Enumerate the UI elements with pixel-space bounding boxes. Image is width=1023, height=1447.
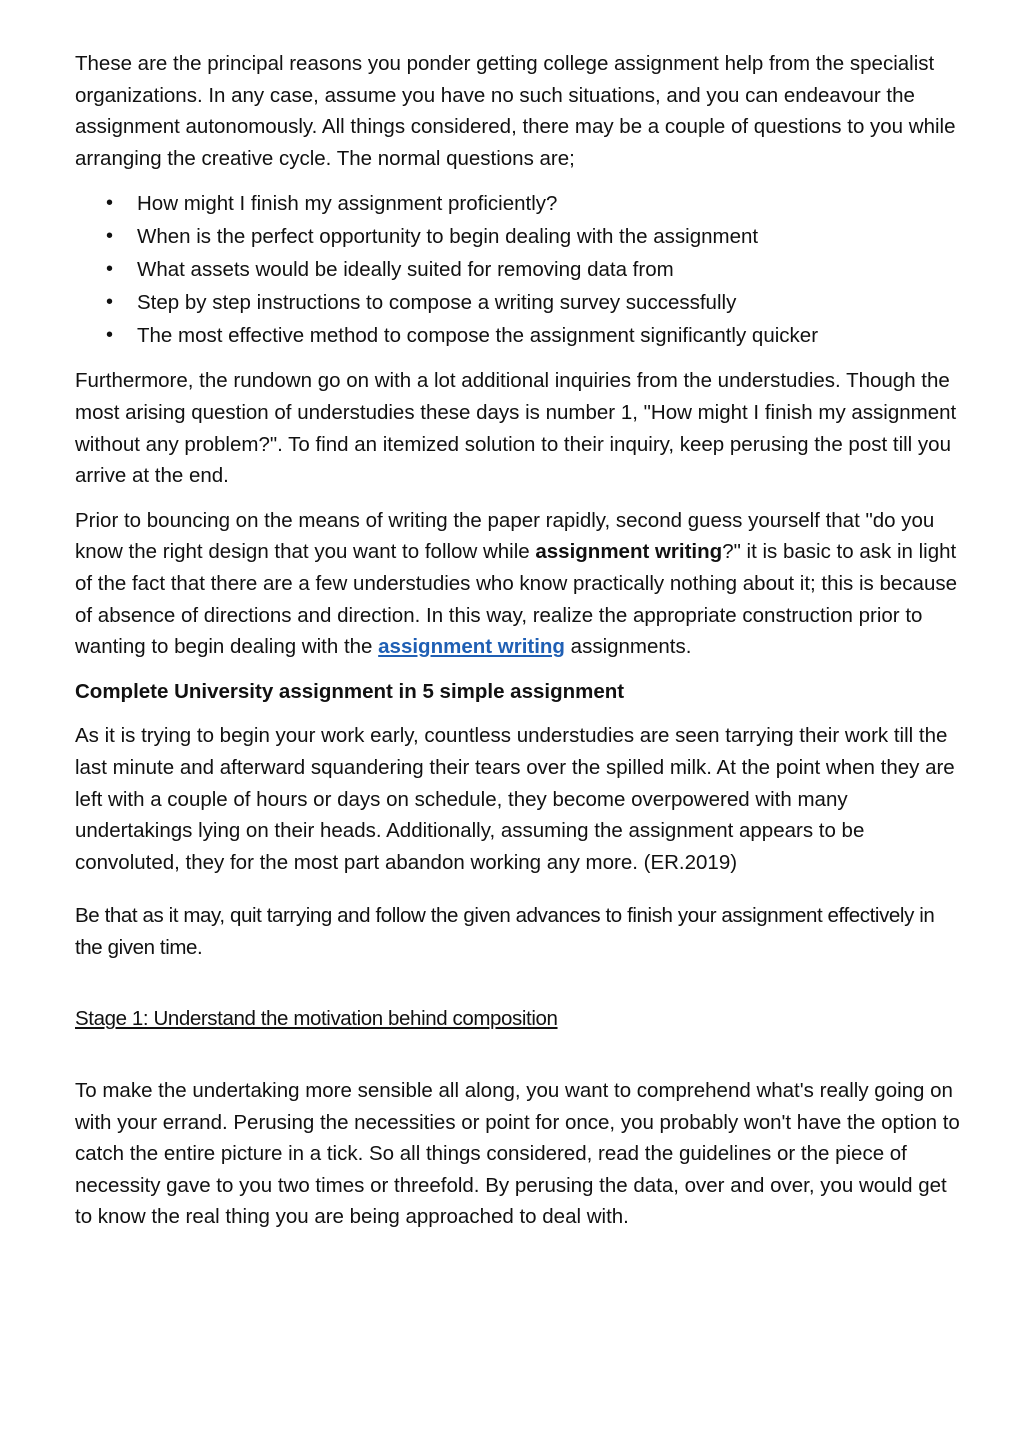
bullet-icon: • (106, 258, 114, 281)
bullet-icon: • (106, 225, 114, 248)
rundown-paragraph: Furthermore, the rundown go on with a lot additional inquiries from the understudies. Though the most arising question of understudies these days is number 1, "How might I finish my assignment without any problem?". To find an itemized solution to their inquiry, keep perusing the post till you arrive at the end. (75, 369, 957, 488)
list-item (106, 253, 960, 286)
advice-paragraph: Be that as it may, quit tarrying and follow the given advances to finish your assignment effectively in the given time. (75, 904, 935, 959)
section-heading: Complete University assignment in 5 simple assignment (75, 679, 625, 703)
list-item-text: When is the perfect opportunity to begin dealing with the assignment (137, 225, 759, 249)
list-item-text: What assets would be ideally suited for removing data from (137, 258, 674, 282)
list-item (106, 319, 960, 352)
document-page (75, 48, 960, 1246)
assignment-writing-link[interactable]: assignment writing (378, 635, 565, 659)
bullet-icon: • (106, 291, 114, 314)
bullet-icon: • (106, 324, 114, 347)
list-item (106, 187, 960, 220)
design-paragraph-text: ?" it is basic to ask in light of the fact that there are a few understudies who know practically nothing about it; this is because of absence of directions and direction. In this way, realize the appropriate construction prior to wanting to begin dealing with the (75, 540, 958, 659)
design-paragraph (75, 505, 960, 663)
design-paragraph-text: Prior to bouncing on the means of writing the paper rapidly, second guess yourself that "do you know the right design that you want to follow while (75, 508, 935, 564)
design-paragraph-text: assignments. (564, 635, 692, 659)
list-item-text: How might I finish my assignment proficiently? (137, 192, 558, 216)
bullet-icon: • (106, 192, 114, 215)
list-item-text: Step by step instructions to compose a writing survey successfully (137, 291, 737, 315)
intro-paragraph: These are the principal reasons you ponder getting college assignment help from the specialist organizations. In any case, assume you have no such situations, and you can endeavour the assignment autonomously. All things considered, there may be a couple of questions to you while arranging the creative cycle. The normal questions are; (75, 52, 956, 170)
list-item (106, 220, 960, 253)
questions-list (75, 187, 960, 352)
stage-1-heading: Stage 1: Understand the motivation behind composition (75, 1007, 558, 1031)
procrastination-paragraph: As it is trying to begin your work early, countless understudies are seen tarrying their work till the last minute and afterward squandering their tears over the spilled milk. At the point when they are left with a couple of hours or days on schedule, they become overpowered with many undertakings lying on their heads. Additionally, assuming the assignment appears to be convoluted, they for the most part abandon working any more. (ER.2019) (75, 724, 955, 874)
stage-1-paragraph: To make the undertaking more sensible all along, you want to comprehend what's really going on with your errand. Perusing the necessities or point for once, you probably won't have the option to catch the entire picture in a tick. So all things considered, read the guidelines or the piece of necessity gave to you two times or threefold. By perusing the data, over and over, you would get to know the real thing you are being approached to deal with. (75, 1079, 960, 1229)
bold-keyword: assignment writing (535, 540, 723, 564)
list-item (106, 286, 960, 319)
list-item-text: The most effective method to compose the assignment significantly quicker (137, 324, 819, 348)
